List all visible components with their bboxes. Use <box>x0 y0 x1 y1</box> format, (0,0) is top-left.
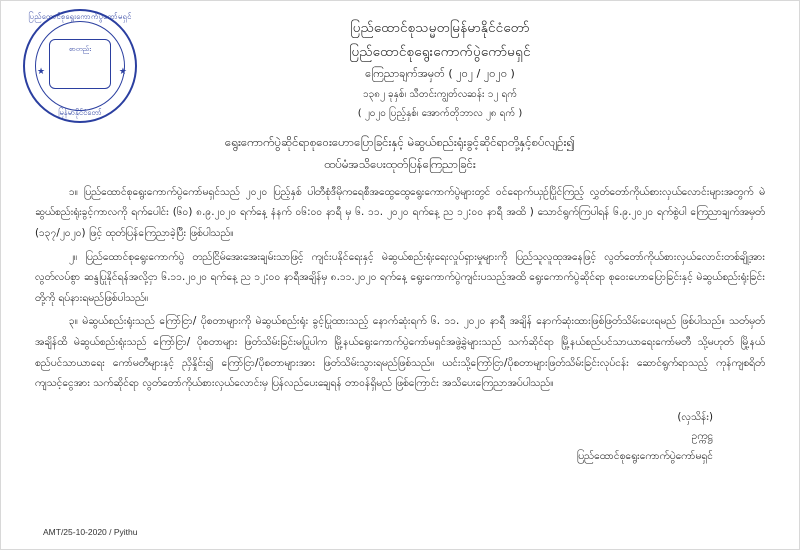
page-title <box>35 132 765 176</box>
signature-organization: ပြည်ထောင်စုရွေးကောက်ပွဲကော်မရှင် <box>576 449 713 462</box>
header-country-line: ပြည်ထောင်စုသမ္မတမြန်မာနိုင်ငံတော် <box>350 20 530 36</box>
signature-position: ဥက္ကဋ္ဌ <box>691 430 713 443</box>
seal-top-text: ပြည်ထောင်စုရွေးကောက်ပွဲကော်မရှင် <box>28 12 132 21</box>
seal-bottom-text: မြန်မာနိုင်ငံတော် <box>58 108 102 117</box>
page-title-line-1: ရွေးကောက်ပွဲဆိုင်ရာစုဝေးဟောပြောခြင်းနှင့် မဲဆွယ်စည်းရုံးခွင့်ဆိုင်ရာတို့နှင့်စပ်လျဉ်း၍ <box>224 135 576 150</box>
document-body <box>35 182 765 394</box>
paragraph-2: ၂။ ပြည်ထောင်စုရွေးကောက်ပွဲ တည်ငြိမ်အေးအေးချမ်းသာဖြင့် ကျင်းပနိုင်ရေးနှင့် မဲဆွယ်စည်းရုံးရေးလှုပ်ရှားမှုများကို ပြည်သူလူထုအနေဖြင့် လွတ်တော်ကိုယ်စားလှယ်လောင်းတစ်ချို့အား လွတ်လပ်စွာ ဆန္ဒပြုနိုင်ရန်အလို့ငှာ ၆.၁၁.၂၀၂၀ ရက်နေ့ ည ၁၂:၀၀ နာရီအချိန်မှ ၈.၁၁.၂၀၂၀ ရက်နေ့ ရွေးကောက်ပွဲကျင်းပသည့်အထိ ရွေးကောက်ပွဲဆိုင်ရာ စုဝေးဟောပြောခြင်းနှင့် မဲဆွယ်စည်းရုံးခြင်းတို့ကို ရပ်နားရမည်ဖြစ်ပါသည်။ <box>35 250 765 304</box>
signature-name-line: (လှသိန်း) <box>677 410 713 423</box>
document-header <box>35 11 765 123</box>
header-date-burmese: ၁၃၈၂ ခုနှစ်၊ သီတင်းကျွတ်လဆန်း ၁၂ ရက် <box>362 89 517 101</box>
paragraph-3: ၃။ မဲဆွယ်စည်းရုံးသည် ကြော်ငြာ/ ပိုစတာများကို မဲဆွယ်စည်းရုံး ခွင့်ပြုထားသည့် နောက်ဆုံးရက် ၆. ၁၁. ၂၀၂၀ နာရီ အချိန် နောက်ဆုံးထားဖြစ်ဖြတ်သိမ်းပေးရမည် ဖြစ်ပါသည်။ သတ်မှတ်အချိန်ထိ မဲဆွယ်စည်းရုံးသည် ကြော်ငြာ/ ပိုစတာများ ဖြတ်သိမ်းခြင်းမပြုပါက မြို့နယ်ရွေးကောက်ပွဲကော်မရှင်အဖွဲ့ခွဲများသည် သက်ဆိုင်ရာ မြို့နယ်စည်ပင်သာယာရေးကော်မတီ သို့မဟုတ် မြို့နယ်စည်ပင်သာယာရေး ကော်မတီများနှင့် ညှိနှိုင်း၍ ကြော်ငြာ/ပိုစတာများအား ဖြတ်သိမ်းသွားရမည်ဖြစ်သည်။ ယင်းသို့ကြော်ငြာ/ပိုစတာများဖြတ်သိမ်းခြင်းလုပ်ငန်း ဆောင်ရွက်ရာသည့် ကုန်ကျစရိတ် ကျသင့်ငွေအား သက်ဆိုင်ရာ လွတ်တော်ကိုယ်စားလှယ်လောင်းမှ ပြန်လည်ပေးချေရန် တာဝန်ရှိမည် ဖြစ်ကြောင်း အသိပေးကြေညာအပ်ပါသည်။ <box>35 315 765 390</box>
official-seal <box>23 9 141 127</box>
paragraph-1: ၁။ ပြည်ထောင်စုရွေးကောက်ပွဲကော်မရှင်သည် ၂၀၂၀ ပြည့်နှစ် ပါတီစုံဒီမိုကရေစီအထွေထွေရွေးကောက်ပွဲများတွင် ဝင်ရောက်ယှဉ်ပြိုင်ကြည့် လွှတ်တော်ကိုယ်စားလှယ်လောင်းများအတွက် မဲဆွယ်စည်းရုံးခွင့်ကာလကို ရက်ပေါင်း (၆၀) ၈.၉.၂၀၂၀ ရက်နေ့ နံနက် ၀၆:၀၀ နာရီ မှ ၆. ၁၁. ၂၀၂၀ ရက်နေ့ ည ၁၂:၀၀ နာရီ အထိ ) သောင်ရွက်ကြပါရန် ၆.၉.၂၀၂၀ ရက်စွဲပါ ကြေညာချက်အမှတ် (၁၃၇/၂၀၂၀) ဖြင့် ထုတ်ပြန်ကြေညာခဲ့ပြီး ဖြစ်ပါသည်။ <box>35 185 765 240</box>
page-title-line-2: ထပ်မံအသိပေးထုတ်ပြန်ကြေညာခြင်း <box>324 156 476 171</box>
header-announcement-number: ကြေညာချက်အမှတ် ( ၂၀၂ / ၂၀၂၀ ) <box>365 67 515 81</box>
header-commission-line: ပြည်ထောင်စုရွေးကောက်ပွဲကော်မရှင် <box>349 43 531 60</box>
seal-star-left-icon: ★ <box>37 67 46 77</box>
signature-block <box>35 408 765 467</box>
seal-core-text: စာတည်း <box>49 39 111 89</box>
header-date-gregorian: ( ၂၀၂၀ ပြည့်နှစ်၊ အောက်တိုဘာလ ၂၈ ရက် ) <box>357 108 523 120</box>
seal-star-right-icon: ★ <box>118 67 127 77</box>
footer-reference: AMT/25-10-2020 / Pyithu <box>43 527 138 537</box>
